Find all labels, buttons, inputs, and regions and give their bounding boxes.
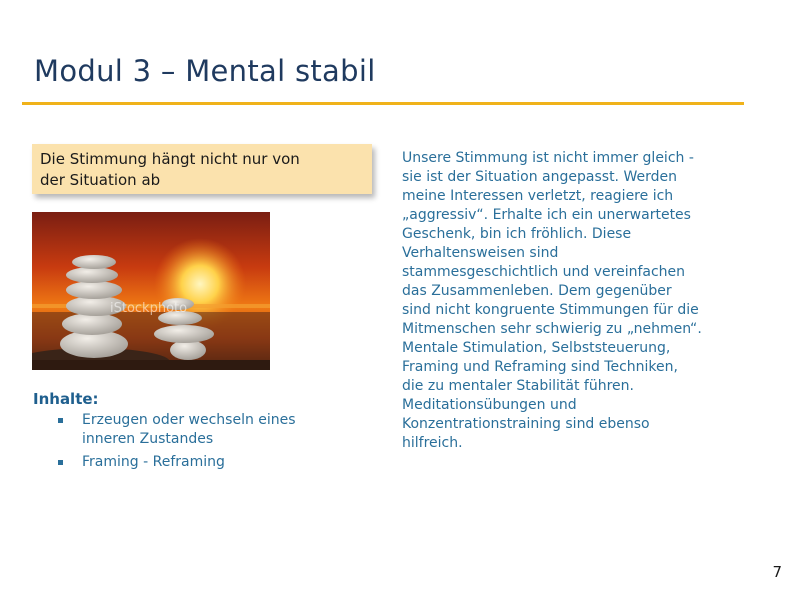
- callout-line-1: Die Stimmung hängt nicht nur von: [40, 150, 300, 168]
- list-item: [56, 411, 346, 449]
- list-item: [56, 453, 346, 472]
- title-underline: [22, 102, 744, 105]
- list-item-line: Erzeugen oder wechseln eines: [82, 412, 296, 428]
- list-item-line: Framing - Reframing: [82, 454, 225, 470]
- body-line: sind nicht kongruente Stimmungen für die: [402, 302, 699, 318]
- body-line: das Zusammenleben. Dem gegenüber: [402, 283, 672, 299]
- body-line: Geschenk, bin ich fröhlich. Diese: [402, 226, 632, 242]
- contents-list: [56, 411, 346, 476]
- body-line: hilfreich.: [402, 435, 463, 451]
- contents-heading: Inhalte:: [33, 390, 99, 408]
- body-line: Unsere Stimmung ist nicht immer gleich -: [402, 150, 694, 166]
- body-line: sie ist der Situation angepasst. Werden: [402, 169, 677, 185]
- square-bullet-icon: [58, 460, 63, 465]
- square-bullet-icon: [58, 418, 63, 423]
- body-line: „aggressiv“. Erhalte ich ein unerwartetes: [402, 207, 691, 223]
- body-line: Konzentrationstraining sind ebenso: [402, 416, 650, 432]
- body-line: die zu mentaler Stabilität führen.: [402, 378, 634, 394]
- body-paragraph: [402, 149, 742, 453]
- slide-title: Modul 3 – Mental stabil: [34, 54, 376, 88]
- page-number: 7: [772, 563, 782, 581]
- stacked-stones-sunset-image: [32, 212, 270, 370]
- body-line: Framing und Reframing sind Techniken,: [402, 359, 678, 375]
- body-line: Mentale Stimulation, Selbststeuerung,: [402, 340, 671, 356]
- callout-line-2: der Situation ab: [40, 171, 161, 189]
- body-line: stammesgeschichtlich und vereinfachen: [402, 264, 686, 280]
- callout-box: [32, 144, 372, 194]
- body-line: meine Interessen verletzt, reagiere ich: [402, 188, 674, 204]
- body-line: Verhaltensweisen sind: [402, 245, 559, 261]
- image-watermark: iStockphoto: [110, 301, 188, 316]
- list-item-line: inneren Zustandes: [82, 431, 214, 447]
- body-line: Meditationsübungen und: [402, 397, 577, 413]
- body-line: Mitmenschen sehr schwierig zu „nehmen“.: [402, 321, 702, 337]
